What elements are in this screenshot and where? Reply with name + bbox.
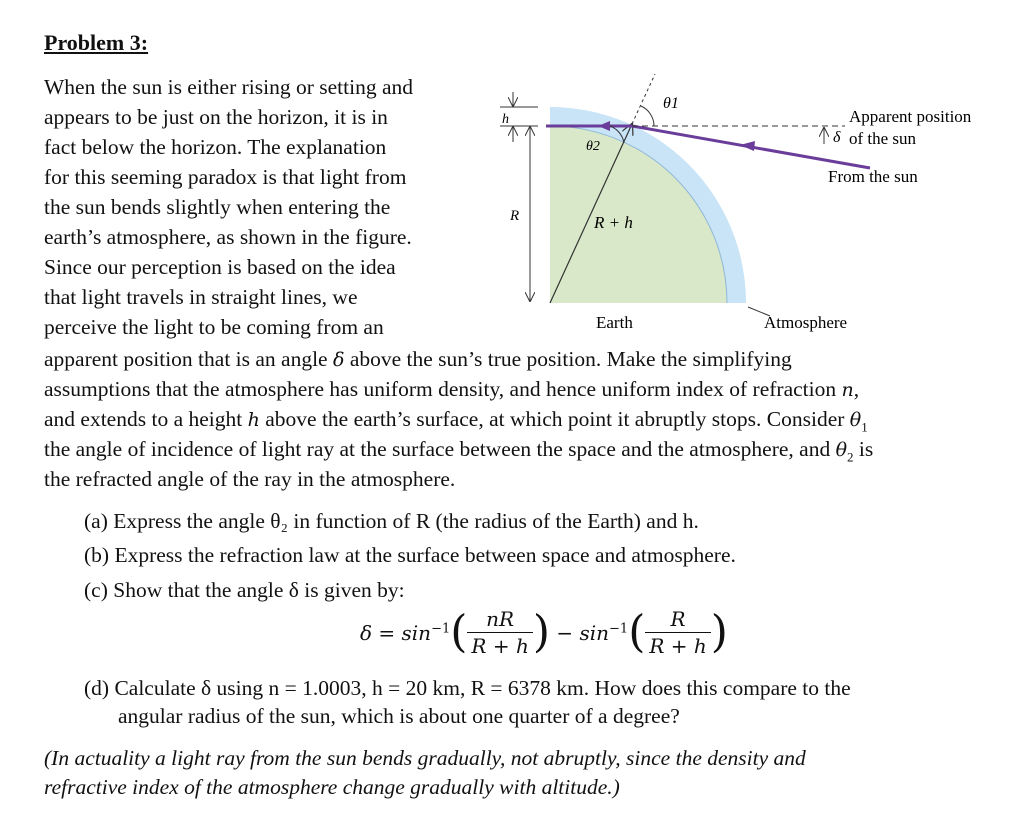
formula-lhs: $\delta = \sin^{-1}$ xyxy=(360,620,451,645)
text-line: refractive index of the atmosphere change gradually with altitude.) xyxy=(44,775,620,799)
formula-minus: − $\sin^{-1}$ xyxy=(550,620,629,645)
question-c: (c) Show that the angle δ is given by: xyxy=(84,578,405,602)
fraction-1: $\frac{nR}{R + h}$ xyxy=(467,606,532,659)
question-a: (a) Express the angle θ₂ in function of R (the radius of the Earth) and h. xyxy=(84,509,699,533)
question-d: (d) Calculate δ using n = 1.0003, h = 20 km, R = 6378 km. How does this compare to the xyxy=(84,676,851,700)
text-line: assumptions that the atmosphere has uniform density, and hence uniform index of refraction n, xyxy=(44,377,860,401)
theta1-arc xyxy=(641,106,654,126)
text-line: appears to be just on the horizon, it is in xyxy=(44,105,388,129)
refraction-figure xyxy=(480,70,1010,340)
atmosphere-label: Atmosphere xyxy=(764,313,848,332)
text-line: the sun bends slightly when entering the xyxy=(44,195,391,219)
text-line: for this seeming paradox is that light from xyxy=(44,165,407,189)
question-b: (b) Express the refraction law at the surface between space and atmosphere. xyxy=(84,543,736,567)
Rh-label: R + h xyxy=(594,213,633,232)
theta1-label: θ1 xyxy=(663,95,679,112)
text-line: that light travels in straight lines, we xyxy=(44,285,358,309)
note-paragraph xyxy=(44,744,1004,802)
h-label: h xyxy=(502,112,509,127)
text-line: perceive the light to be coming from an xyxy=(44,315,384,339)
text-line: and extends to a height h above the earth’s surface, at which point it abruptly stops. Consider $\theta_1$ xyxy=(44,407,868,435)
text-line: apparent position that is an angle δ above the sun’s true position. Make the simplifying xyxy=(44,347,792,371)
intro-paragraph xyxy=(44,72,474,342)
problem-title: Problem 3: xyxy=(44,30,149,55)
fraction-2: $\frac{R}{R + h}$ xyxy=(645,606,710,659)
earth-region xyxy=(550,126,727,303)
text-line: the angle of incidence of light ray at the surface between the space and the atmosphere, and $\theta_2$ is xyxy=(44,437,874,465)
from-sun-label: From the sun xyxy=(828,167,918,186)
delta-label: δ xyxy=(833,129,841,146)
text-line: When the sun is either rising or setting and xyxy=(44,75,414,99)
delta-formula: $\delta = \sin^{-1}$( $\frac{nR}{R + h}$ ) − $\sin^{-1}$( $\frac{R}{R + h}$ ) xyxy=(360,606,728,658)
text-line: earth’s atmosphere, as shown in the figure. xyxy=(44,225,412,249)
R-label: R xyxy=(510,208,520,224)
question-d-continued: angular radius of the sun, which is about one quarter of a degree? xyxy=(118,704,680,728)
problem-paragraph xyxy=(44,344,1014,494)
theta2-label: θ2 xyxy=(586,139,600,154)
text-line: fact below the horizon. The explanation xyxy=(44,135,387,159)
apparent-position-label: Apparent position xyxy=(849,107,972,126)
text-line: Since our perception is based on the idea xyxy=(44,255,396,279)
text-line: (In actuality a light ray from the sun bends gradually, not abruptly, since the density and xyxy=(44,746,806,770)
text-line: the refracted angle of the ray in the atmosphere. xyxy=(44,467,456,491)
earth-label: Earth xyxy=(596,313,633,332)
apparent-position-label: of the sun xyxy=(849,129,917,148)
